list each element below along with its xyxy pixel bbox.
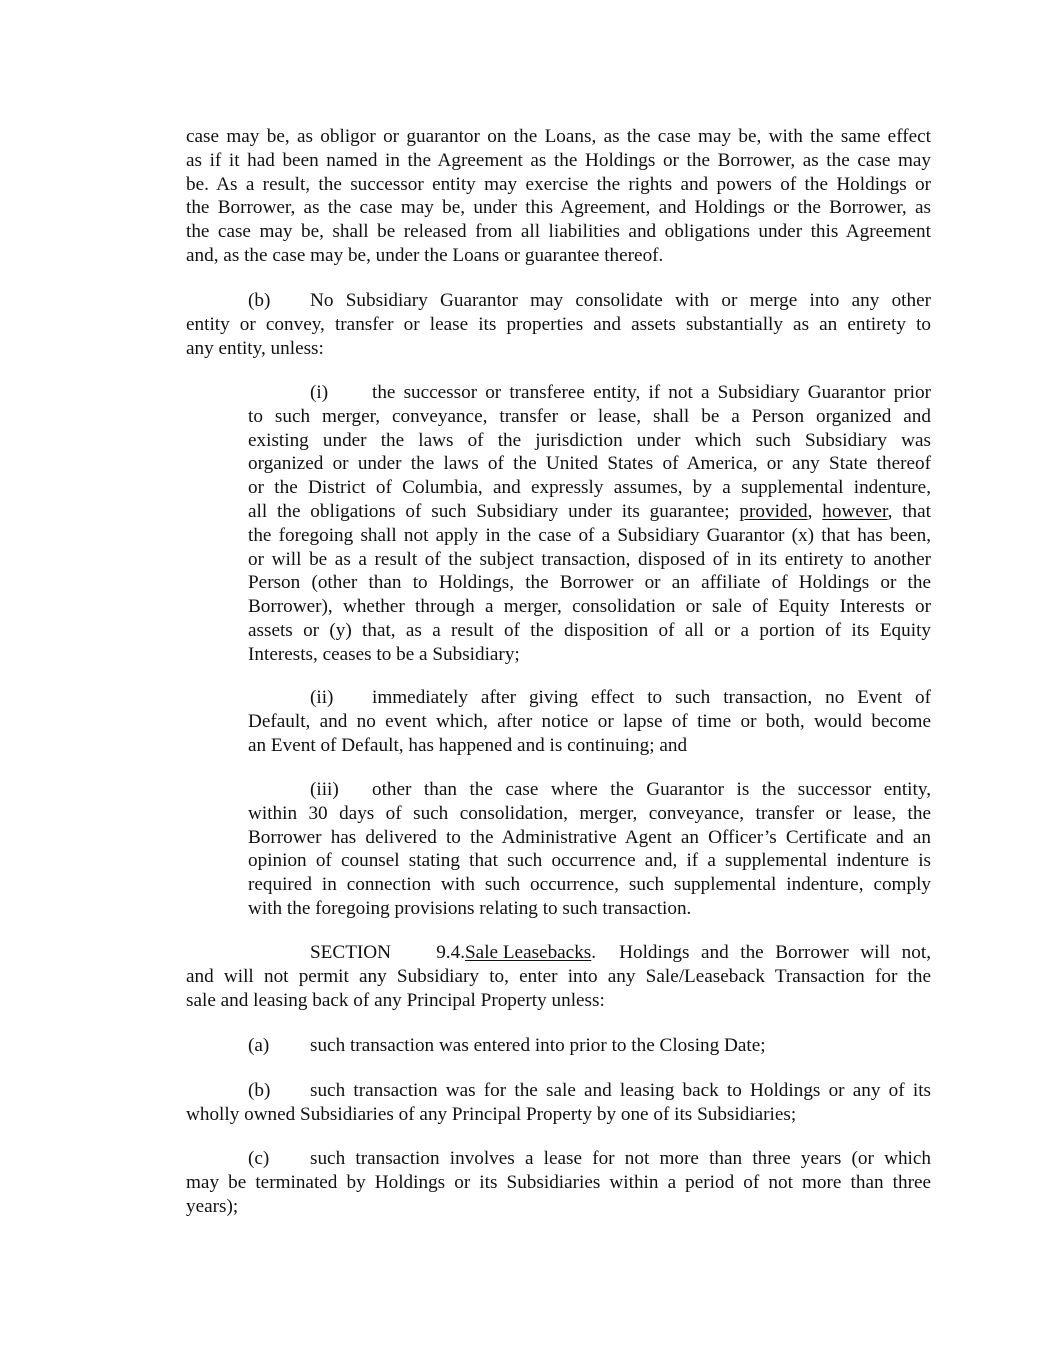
text-line: an Event of Default, has happened and is continuing; and xyxy=(248,734,688,756)
paragraph-clause-ii xyxy=(248,686,931,757)
paragraph-9-4-b xyxy=(186,1079,931,1127)
clause-first-line: such transaction was entered into prior to the Closing Date; xyxy=(310,1035,766,1056)
clause-label: (c) xyxy=(248,1148,270,1169)
section-heading-line xyxy=(186,941,931,965)
text-line: the Borrower, as the case may be, under this Agreement, and Holdings or the Borrower, as xyxy=(186,197,931,219)
text-line: wholly owned Subsidiaries of any Principal Property by one of its Subsidiaries; xyxy=(186,1103,797,1125)
text-line: Borrower has delivered to the Administrative Agent an Officer’s Certificate and an xyxy=(248,826,931,848)
text-line: within 30 days of such consolidation, merger, conveyance, transfer or lease, the xyxy=(248,802,931,824)
text-line: or will be as a result of the subject transaction, disposed of in its entirety to another xyxy=(248,548,931,570)
text-line: entity or convey, transfer or lease its properties and assets substantially as an entirety to xyxy=(186,313,931,335)
clause-label: (b) xyxy=(248,1080,271,1101)
clause-first-line: such transaction was for the sale and leasing back to Holdings or any of its xyxy=(310,1080,931,1101)
text-line: opinion of counsel stating that such occurrence and, if a supplemental indenture is xyxy=(248,850,931,872)
text-line: required in connection with such occurrence, such supplemental indenture, comply xyxy=(248,874,931,896)
paragraph-clause-i xyxy=(248,381,931,667)
paragraph-9-4-a xyxy=(186,1034,931,1058)
text-line: existing under the laws of the jurisdiction under which such Subsidiary was xyxy=(248,429,931,451)
section-number: SECTION 9.4. xyxy=(310,942,465,963)
clause-first-line: No Subsidiary Guarantor may consolidate with or merge into any other xyxy=(310,290,931,311)
text-line: Person (other than to Holdings, the Borrower or an affiliate of Holdings or the xyxy=(248,572,931,594)
clause-label: (a) xyxy=(248,1035,270,1056)
text-line: years); xyxy=(186,1195,239,1217)
paragraph-clause-b xyxy=(186,289,931,360)
clause-label: (b) xyxy=(248,290,271,311)
section-title: Sale Leasebacks xyxy=(465,942,592,963)
text-line: assets or (y) that, as a result of the disposition of all or a portion of its Equity xyxy=(248,619,931,641)
text-line xyxy=(248,381,931,405)
text-line: with the foregoing provisions relating to such transaction. xyxy=(248,897,692,919)
text-line: organized or under the laws of the United States of America, or any State thereof xyxy=(248,453,931,475)
text-line: case may be, as obligor or guarantor on the Loans, as the case may be, with the same effect xyxy=(186,126,931,147)
text-line xyxy=(248,686,931,710)
clause-first-line: such transaction involves a lease for not more than three years (or which xyxy=(310,1148,931,1169)
text-line xyxy=(186,1034,931,1058)
section-first-line-rest: . Holdings and the Borrower will not, xyxy=(591,942,931,963)
paragraph-continuation xyxy=(186,125,931,268)
clause-label: (iii) xyxy=(310,779,339,800)
text-line: Interests, ceases to be a Subsidiary; xyxy=(248,643,520,665)
text-fragment: , xyxy=(807,500,823,522)
text-line: the case may be, shall be released from all liabilities and obligations under this Agreement xyxy=(186,221,931,243)
text-line xyxy=(248,778,931,802)
paragraph-clause-iii xyxy=(248,778,931,921)
text-line: as if it had been named in the Agreement as the Holdings or the Borrower, as the case may xyxy=(186,149,931,171)
clause-label: (ii) xyxy=(310,687,334,708)
text-line: Default, and no event which, after notice or lapse of time or both, would become xyxy=(248,710,931,732)
text-line xyxy=(186,1079,931,1103)
text-line: may be terminated by Holdings or its Subsidiaries within a period of not more than three xyxy=(186,1171,931,1193)
text-fragment: all the obligations of such Subsidiary under its guarantee; xyxy=(248,500,740,522)
text-line: to such merger, conveyance, transfer or lease, shall be a Person organized and xyxy=(248,405,931,427)
underlined-term-however: however xyxy=(822,500,888,522)
text-line xyxy=(186,1147,931,1171)
text-line: and will not permit any Subsidiary to, enter into any Sale/Leaseback Transaction for the xyxy=(186,965,931,987)
text-fragment: , that xyxy=(887,500,931,522)
text-line: or the District of Columbia, and expressly assumes, by a supplemental indenture, xyxy=(248,477,931,499)
text-line-with-underlines xyxy=(248,500,931,524)
text-line xyxy=(186,289,931,313)
paragraph-9-4-c xyxy=(186,1147,931,1218)
clause-label: (i) xyxy=(310,382,329,403)
text-line: Borrower), whether through a merger, consolidation or sale of Equity Interests or xyxy=(248,596,931,618)
text-line: sale and leasing back of any Principal Property unless: xyxy=(186,989,605,1011)
clause-first-line: immediately after giving effect to such transaction, no Event of xyxy=(372,687,931,708)
underlined-term-provided: provided xyxy=(739,500,808,522)
text-line: any entity, unless: xyxy=(186,337,324,359)
clause-first-line: the successor or transferee entity, if not a Subsidiary Guarantor prior xyxy=(372,382,931,403)
text-line: the foregoing shall not apply in the case of a Subsidiary Guarantor (x) that has been, xyxy=(248,524,931,546)
text-line: be. As a result, the successor entity may exercise the rights and powers of the Holdings or xyxy=(186,173,931,195)
section-9-4 xyxy=(186,941,931,1012)
clause-first-line: other than the case where the Guarantor is the successor entity, xyxy=(372,779,931,800)
text-line: and, as the case may be, under the Loans or guarantee thereof. xyxy=(186,244,664,266)
